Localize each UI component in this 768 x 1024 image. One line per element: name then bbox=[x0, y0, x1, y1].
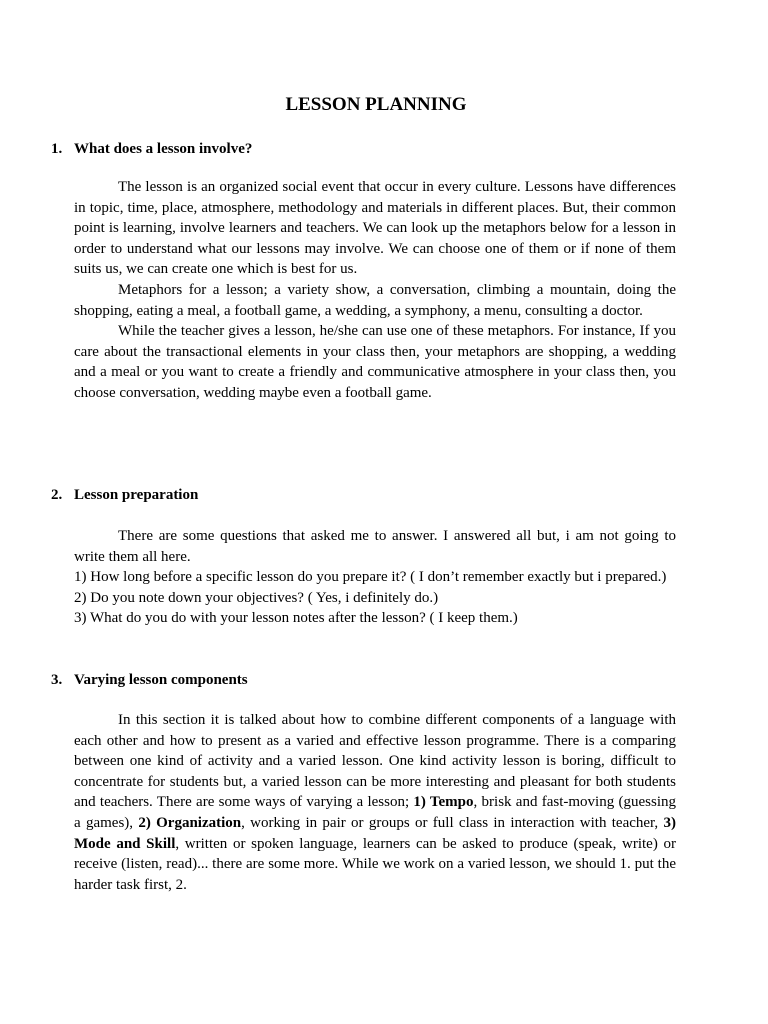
list-item: 1) How long before a specific lesson do you prepare it? ( I don’t remember exactly but i prepared.) bbox=[74, 569, 667, 586]
section-number: 1. bbox=[51, 141, 63, 157]
text-run: , brisk and fast-moving (guessing a games), bbox=[74, 794, 676, 831]
section-title: What does a lesson involve? bbox=[74, 141, 253, 157]
paragraph bbox=[74, 710, 676, 895]
paragraph: The lesson is an organized social event that occur in every culture. Lessons have differences in topic, time, place, atmosphere, methodology and materials in different places. But, their common point is learning, involve learners and teachers. We can look up the metaphors below for a lesson in order to understand what our lessons may involve. We can choose one of them or if none of them suits us, we can create one which is best for us. bbox=[74, 179, 676, 278]
bold-term: 3) Mode and Skill bbox=[74, 814, 676, 852]
section-1-heading bbox=[51, 139, 252, 159]
text-run: , working in pair or groups or full class in interaction with teacher, bbox=[241, 814, 664, 831]
section-3-body bbox=[74, 710, 676, 895]
bold-term: 1) Tempo bbox=[413, 794, 474, 811]
section-title: Lesson preparation bbox=[74, 487, 199, 503]
section-2-heading bbox=[51, 485, 198, 505]
paragraph: There are some questions that asked me to answer. I answered all but, i am not going to write them all here. bbox=[74, 528, 676, 565]
document-title: LESSON PLANNING bbox=[285, 94, 467, 115]
section-2-body bbox=[74, 526, 676, 629]
section-3-heading bbox=[51, 670, 248, 690]
paragraph: Metaphors for a lesson; a variety show, a conversation, climbing a mountain, doing the shopping, eating a meal, a football game, a wedding, a symphony, a menu, consulting a doctor. bbox=[74, 281, 676, 319]
paragraph: While the teacher gives a lesson, he/she can use one of these metaphors. For instance, If you care about the transactional elements in your class then, your metaphors are shopping, a wedding and a meal or you want to create a friendly and communicative atmosphere in your class then, you choose conversation, wedding maybe even a football game. bbox=[74, 323, 676, 401]
section-number: 3. bbox=[51, 672, 63, 688]
bold-term: 2) Organization bbox=[138, 814, 242, 831]
section-title: Varying lesson components bbox=[74, 672, 248, 688]
text-run: , written or spoken language, learners can be asked to produce (speak, write) or receive (listen, read)... there are some more. While we work on a varied lesson, we should 1. put the harder task first, 2. bbox=[74, 835, 676, 893]
section-1-body bbox=[74, 177, 676, 404]
list-item: 3) What do you do with your lesson notes after the lesson? ( I keep them.) bbox=[74, 610, 518, 627]
text-run: In this section it is talked about how to combine different components of a language with each other and how to present as a varied and effective lesson programme. There is a comparing between one kind of activity and a varied lesson. One kind activity lesson is boring, difficult to concentrate for students but, a varied lesson can be more interesting and pleasant for both students and teachers. There are some ways of varying a lesson; bbox=[74, 712, 676, 811]
list-item: 2) Do you note down your objectives? ( Yes, i definitely do.) bbox=[74, 589, 439, 606]
section-number: 2. bbox=[51, 487, 63, 503]
